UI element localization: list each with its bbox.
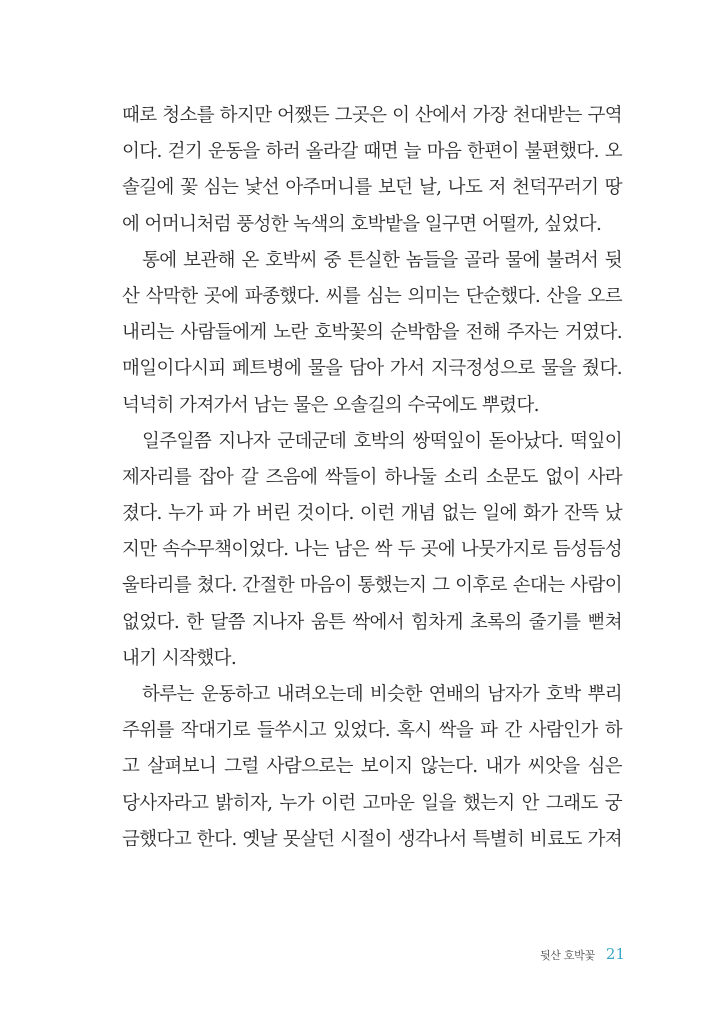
text-line: 통에 보관해 온 호박씨 중 튼실한 놈들을 골라 물에 불려서 뒷 bbox=[142, 249, 622, 271]
text-line: 없었다. 한 달쯤 지나자 움튼 싹에서 힘차게 초록의 줄기를 뻗쳐 bbox=[122, 611, 622, 633]
text-line: 주위를 작대기로 들쑤시고 있었다. 혹시 싹을 파 간 사람인가 하 bbox=[122, 720, 622, 742]
text-line: 넉넉히 가져가서 남는 물은 오솔길의 수국에도 뿌렸다. bbox=[122, 394, 539, 416]
text-line: 내리는 사람들에게 노란 호박꽃의 순박함을 전해 주자는 거였다. bbox=[122, 322, 622, 344]
text-line: 울타리를 쳤다. 간절한 마음이 통했는지 그 이후로 손대는 사람이 bbox=[122, 575, 622, 597]
text-line: 제자리를 잡아 갈 즈음에 싹들이 하나둘 소리 소문도 없이 사라 bbox=[122, 466, 622, 488]
page-number: 21 bbox=[605, 945, 625, 963]
text-line: 때로 청소를 하지만 어쨌든 그곳은 이 산에서 가장 천대받는 구역 bbox=[122, 105, 622, 126]
text-line: 일주일쯤 지나자 군데군데 호박의 쌍떡잎이 돋아났다. 떡잎이 bbox=[142, 430, 622, 452]
body-text bbox=[122, 98, 622, 858]
text-line: 고 살펴보니 그럴 사람으로는 보이지 않는다. 내가 씨앗을 심은 bbox=[122, 756, 622, 778]
text-line: 지만 속수무책이었다. 나는 남은 싹 두 곳에 나뭇가지로 듬성듬성 bbox=[122, 539, 622, 561]
text-line: 이다. 걷기 운동을 하러 올라갈 때면 늘 마음 한편이 불편했다. 오 bbox=[122, 141, 622, 163]
text-line: 금했다고 한다. 옛날 못살던 시절이 생각나서 특별히 비료도 가져 bbox=[122, 828, 622, 850]
text-line: 내기 시작했다. bbox=[122, 647, 237, 669]
running-title: 뒷산 호박꽃 bbox=[539, 949, 595, 962]
text-line: 당사자라고 밝히자, 누가 이런 고마운 일을 했는지 안 그래도 궁 bbox=[122, 792, 622, 814]
text-line: 하루는 운동하고 내려오는데 비슷한 연배의 남자가 호박 뿌리 bbox=[142, 684, 622, 705]
text-line: 에 어머니처럼 풍성한 녹색의 호박밭을 일구면 어떨까, 싶었다. bbox=[122, 213, 602, 235]
text-line: 졌다. 누가 파 가 버린 것이다. 이런 개념 없는 일에 화가 잔뜩 났 bbox=[122, 503, 622, 525]
page-footer bbox=[540, 944, 625, 963]
text-line: 솔길에 꽃 심는 낯선 아주머니를 보던 날, 나도 저 천덕꾸러기 땅 bbox=[122, 177, 622, 199]
text-line: 매일이다시피 페트병에 물을 담아 가서 지극정성으로 물을 줬다. bbox=[122, 358, 622, 380]
text-line: 산 삭막한 곳에 파종했다. 씨를 심는 의미는 단순했다. 산을 오르 bbox=[122, 285, 622, 307]
